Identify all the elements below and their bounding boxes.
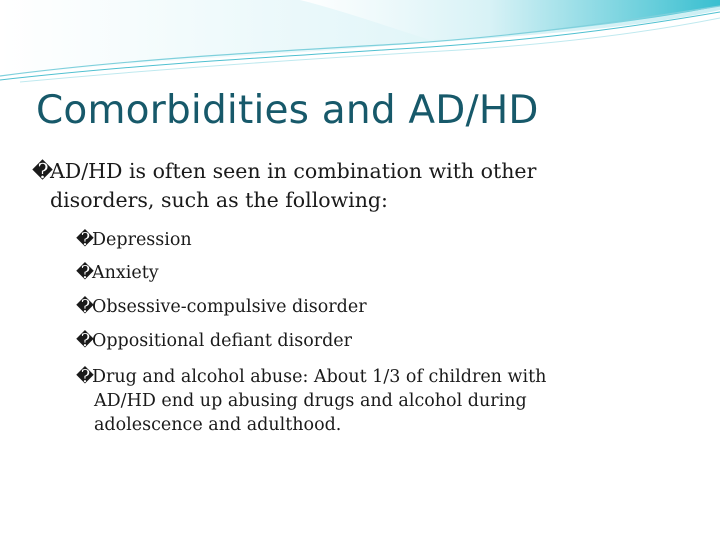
- slide-title: Comorbidities and AD/HD: [36, 88, 539, 133]
- sub-bullet-anxiety: [76, 261, 676, 285]
- sub-bullet-ocd: [76, 295, 676, 319]
- sub-point-line-3: adolescence and adulthood.: [94, 415, 342, 435]
- bullet-icon: �: [76, 263, 94, 283]
- main-point-line-2: disorders, such as the following:: [50, 188, 388, 212]
- sub-point-line-2: AD/HD end up abusing drugs and alcohol during: [94, 391, 527, 411]
- main-bullet-point: [32, 157, 672, 215]
- bullet-icon: �: [76, 230, 94, 250]
- bullet-icon: �: [76, 331, 94, 351]
- sub-bullet-odd: [76, 329, 676, 353]
- bullet-icon: �: [32, 159, 54, 183]
- sub-bullet-depression: [76, 228, 676, 252]
- sub-point-line-1: Drug and alcohol abuse: About 1/3 of children with: [92, 367, 547, 387]
- sub-bullet-substance-abuse: [76, 365, 676, 437]
- sub-point-label: Obsessive-compulsive disorder: [92, 297, 367, 317]
- sub-point-label: Oppositional defiant disorder: [92, 331, 353, 351]
- sub-point-label: Depression: [92, 230, 192, 250]
- main-point-line-1: AD/HD is often seen in combination with other: [50, 159, 537, 183]
- bullet-icon: �: [76, 297, 94, 317]
- bullet-icon: �: [76, 367, 94, 387]
- sub-point-label: Anxiety: [92, 263, 159, 283]
